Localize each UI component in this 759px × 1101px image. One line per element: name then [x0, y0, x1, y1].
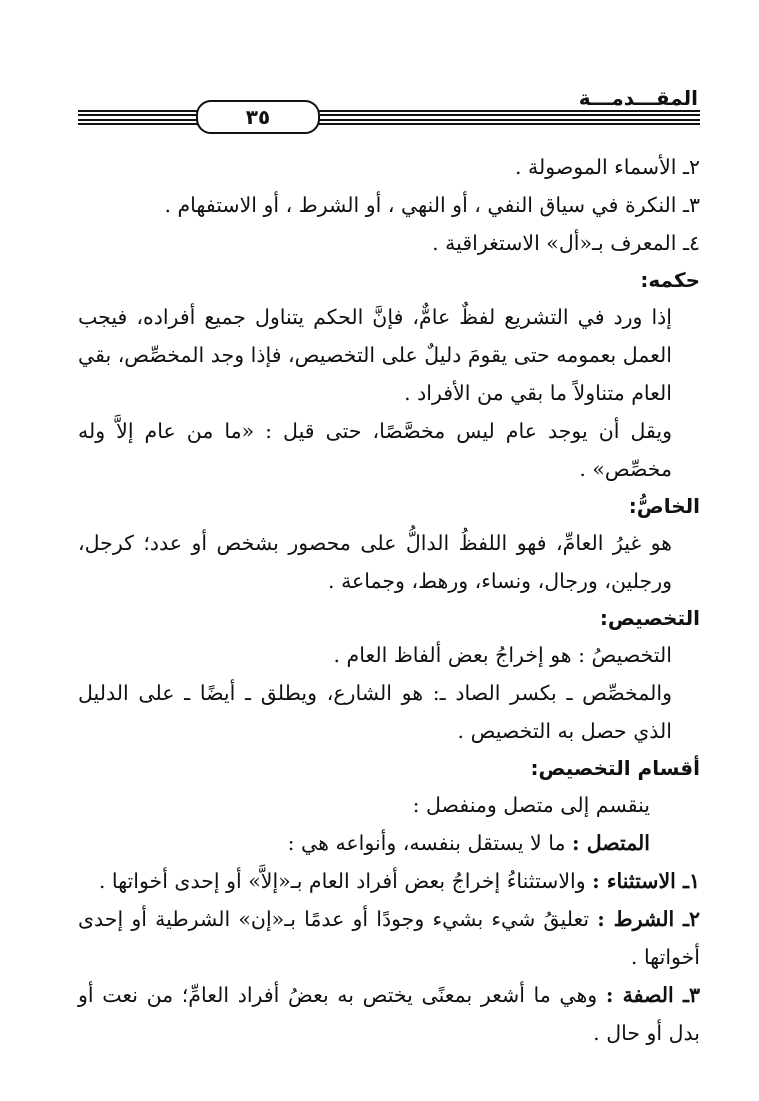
heading-khas: الخاصُّ:: [628, 494, 700, 518]
item-label: ١ـ الاستثناء :: [592, 869, 700, 893]
item-label: ٣ـ الصفة :: [605, 983, 700, 1007]
paragraph: إذا ورد في التشريع لفظٌ عامٌّ، فإنَّ الحكم يتناول جميع أفراده، فيجب العمل بعمومه حتى يقومَ دليلٌ على التخصيص، فإذا وجد المخصِّص، بقي العام متناولاً ما بقي من الأفراد .: [78, 305, 672, 405]
heading-aqsam: أقسام التخصيص:: [530, 756, 700, 780]
list-item: ٣ـ النكرة في سياق النفي ، أو النهي ، أو الشرط ، أو الاستفهام .: [164, 193, 700, 217]
list-item: ٢ـ الأسماء الموصولة .: [514, 155, 700, 179]
paragraph: التخصيصُ : هو إخراجُ بعض ألفاظ العام .: [333, 643, 672, 667]
paragraph: هو غيرُ العامِّ، فهو اللفظُ الدالُّ على محصور بشخص أو عدد؛ كرجل، ورجلين، ورجال، ونساء، ورهط، وجماعة .: [78, 531, 672, 593]
list-item: ٤ـ المعرف بـ«أل» الاستغراقية .: [432, 231, 700, 255]
paragraph: ينقسم إلى متصل ومنفصل :: [412, 793, 650, 817]
page-number-text: ٣٥: [245, 105, 271, 129]
term-text: ما لا يستقل بنفسه، وأنواعه هي :: [287, 831, 572, 855]
paragraph: والمخصِّص ـ بكسر الصاد ـ: هو الشارع، ويطلق ـ أيضًا ـ على الدليل الذي حصل به التخصيص .: [78, 681, 672, 743]
item-label: ٢ـ الشرط :: [597, 907, 700, 931]
page-number: [196, 100, 320, 134]
numbered-item: [78, 900, 700, 976]
paragraph: [78, 824, 700, 862]
item-text: والاستثناءُ إخراجُ بعض أفراد العام بـ«إلاَّ» أو إحدى أخواتها .: [98, 869, 593, 893]
numbered-item: [78, 976, 700, 1052]
heading-hukm: حكمه:: [640, 268, 700, 292]
heading-takhsis: التخصيص:: [599, 606, 700, 630]
numbered-item: [78, 862, 700, 900]
page-header: [78, 78, 700, 128]
item-text: تعليقُ شيء بشيء وجودًا أو عدمًا بـ«إن» الشرطية أو إحدى أخواتها .: [78, 907, 700, 969]
chapter-title: المقـــدمـــة: [578, 86, 698, 110]
item-text: وهي ما أشعر بمعنًى يختص به بعضُ أفراد العامِّ؛ من نعت أو بدل أو حال .: [78, 983, 700, 1045]
paragraph: ويقل أن يوجد عام ليس مخصَّصًا، حتى قيل : «ما من عام إلاَّ وله مخصِّص» .: [78, 419, 672, 481]
page-body: [78, 148, 700, 1052]
term-label: المتصل :: [572, 831, 650, 855]
